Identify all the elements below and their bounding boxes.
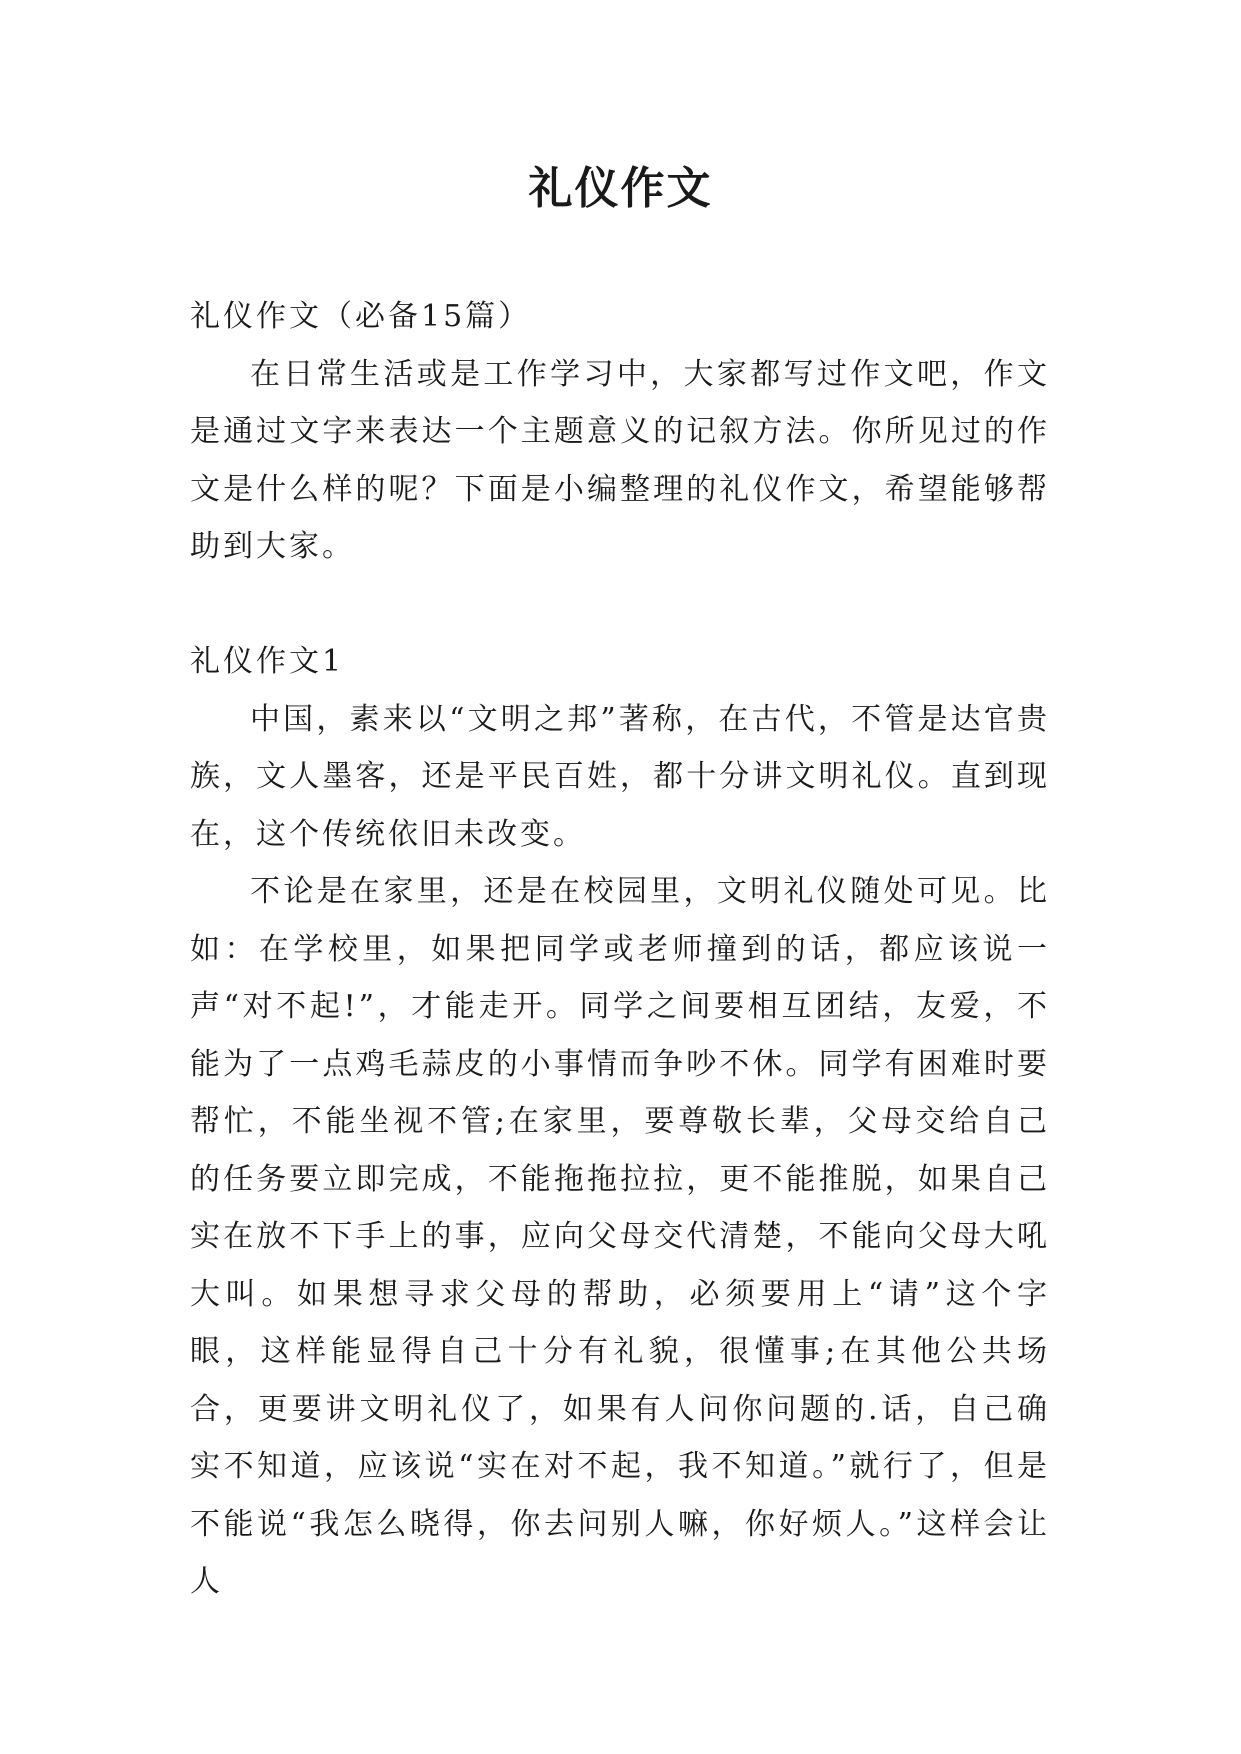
section-heading: 礼仪作文1 <box>190 644 345 679</box>
document-title: 礼仪作文 <box>528 163 713 214</box>
section-spacer <box>190 576 1050 634</box>
intro-paragraph: 在日常生活或是工作学习中，大家都写过作文吧，作文是通过文字来表达一个主题意义的记叙方法。你所见过的作文是什么样的呢？下面是小编整理的礼仪作文，希望能够帮助到大家。 <box>190 356 1050 564</box>
document-body <box>190 288 1050 1611</box>
section-paragraph: 不论是在家里，还是在校园里，文明礼仪随处可见。比如：在学校里，如果把同学或老师撞到的话，都应该说一声“对不起!”，才能走开。同学之间要相互团结，友爱，不能为了一点鸡毛蒜皮的小事情而争吵不休。同学有困难时要帮忙，不能坐视不管;在家里，要尊敬长辈，父母交给自己的任务要立即完成，不能拖拖拉拉，更不能推脱，如果自己实在放不下手上的事，应向父母交代清楚，不能向父母大吼大叫。如果想寻求父母的帮助，必须要用上“请”这个字眼，这样能显得自己十分有礼貌，很懂事;在其他公共场合，更要讲文明礼仪了，如果有人问你问题的.话，自己确实不知道，应该说“实在对不起，我不知道。”就行了，但是不能说“我怎么晓得，你去问别人嘛，你好烦人。”这样会让人 <box>190 874 1050 1599</box>
document-subtitle: 礼仪作文（必备15篇） <box>190 299 532 334</box>
section-paragraph: 中国，素来以“文明之邦”著称，在古代，不管是达官贵族，文人墨客，还是平民百姓，都十分讲文明礼仪。直到现在，这个传统依旧未改变。 <box>190 701 1050 852</box>
